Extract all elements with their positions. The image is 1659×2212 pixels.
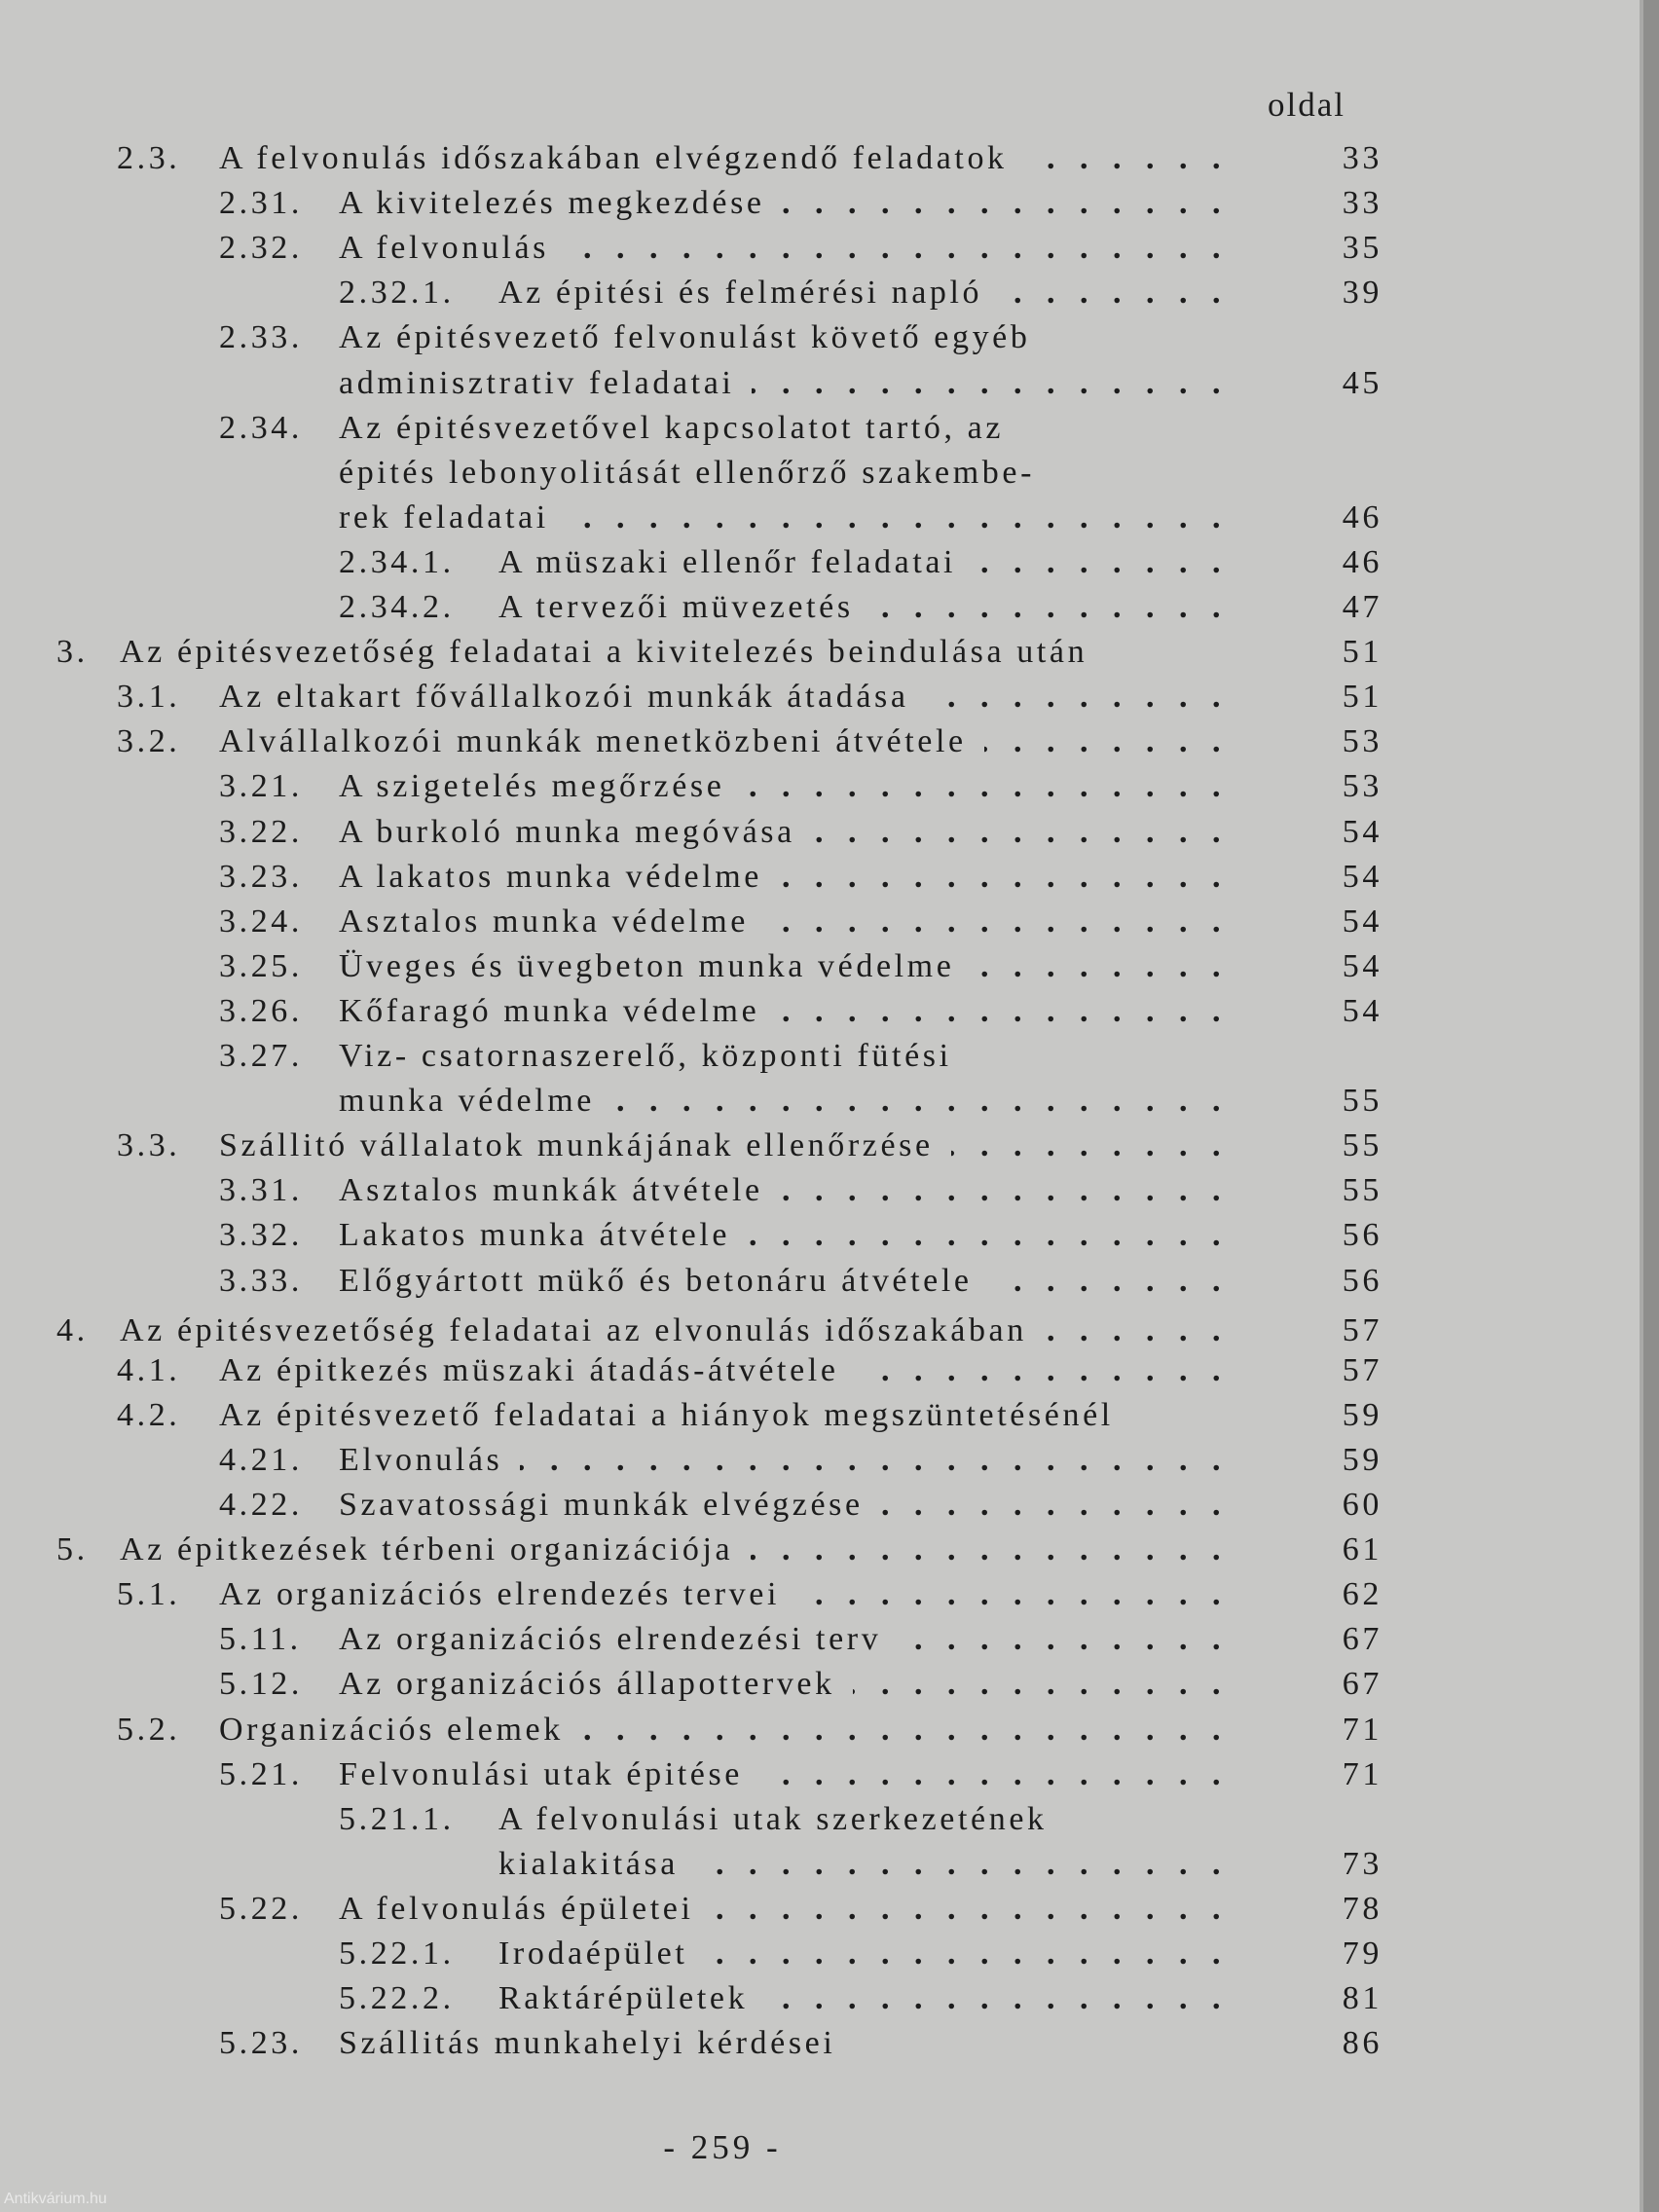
toc-entry-title: A felvonulás bbox=[339, 230, 550, 267]
dot-leader bbox=[705, 1932, 1229, 1976]
toc-entry-number: 5.22.2. bbox=[339, 1980, 455, 2017]
dot-leader bbox=[567, 496, 1229, 540]
dot-leader bbox=[781, 1168, 1229, 1213]
dot-leader bbox=[751, 1528, 1229, 1572]
toc-entry-page: 86 bbox=[1342, 2025, 1382, 2062]
toc-entry-number: 3.2. bbox=[117, 723, 181, 760]
toc-entry-number: 3.27. bbox=[219, 1038, 303, 1074]
toc-entry-title: A felvonulás időszakában elvégzendő feladatok bbox=[219, 140, 1008, 176]
toc-entry-page: 54 bbox=[1342, 813, 1382, 850]
dot-leader bbox=[881, 1483, 1229, 1528]
dot-leader bbox=[765, 1976, 1229, 2021]
toc-entry-title: A müszaki ellenőr feladatai bbox=[498, 543, 957, 580]
toc-entry-page: 33 bbox=[1342, 140, 1382, 176]
toc-entry-title: adminisztrativ feladatai bbox=[339, 364, 735, 401]
toc-entry-page: 57 bbox=[1342, 1311, 1382, 1348]
toc-entry-line bbox=[0, 630, 1382, 675]
toc-entry-title: Előgyártott mükő és betonáru átvétele bbox=[339, 1262, 973, 1299]
toc-entry-number: 3.31. bbox=[219, 1172, 303, 1209]
toc-entry-page: 67 bbox=[1342, 1666, 1382, 1703]
toc-entry-number: 5.23. bbox=[219, 2025, 303, 2062]
watermark: Antikvárium.hu bbox=[4, 2191, 107, 2207]
toc-entry-page: 55 bbox=[1342, 1172, 1382, 1209]
toc-entry-page: 54 bbox=[1342, 903, 1382, 940]
page-number: - 259 - bbox=[663, 2128, 782, 2166]
dot-leader bbox=[927, 675, 1229, 719]
toc-entry-line bbox=[0, 1842, 1382, 1887]
toc-entry-title: Asztalos munkák átvétele bbox=[339, 1172, 763, 1209]
toc-entry-line bbox=[0, 1213, 1382, 1258]
toc-entry-line bbox=[0, 1617, 1382, 1662]
toc-entry-page: 78 bbox=[1342, 1890, 1382, 1927]
toc-entry-page: 46 bbox=[1342, 498, 1382, 535]
toc-entry-number: 2.31. bbox=[219, 185, 303, 222]
toc-entry-line bbox=[0, 944, 1382, 989]
toc-entry-line bbox=[0, 1034, 1382, 1079]
toc-entry-line bbox=[0, 1932, 1382, 1976]
toc-entry-title: Az organizációs elrendezési terv bbox=[339, 1621, 882, 1658]
toc-entry-title: A tervezői müvezetés bbox=[498, 589, 854, 625]
toc-entry-title: Az organizációs elrendezés tervei bbox=[219, 1576, 780, 1613]
toc-entry-page: 62 bbox=[1342, 1576, 1382, 1613]
toc-entry-number: 3.21. bbox=[219, 768, 303, 805]
toc-entry-number: 2.34.2. bbox=[339, 589, 455, 625]
toc-entry-title: A kivitelezés megkezdése bbox=[339, 185, 765, 222]
toc-entry-title: Elvonulás bbox=[339, 1441, 503, 1478]
toc-entry-line bbox=[0, 900, 1382, 944]
toc-entry-page: 67 bbox=[1342, 1621, 1382, 1658]
page-column-label: oldal bbox=[1268, 86, 1346, 124]
toc-entry-title: kialakitása bbox=[498, 1845, 679, 1882]
toc-entry-page: 56 bbox=[1342, 1217, 1382, 1254]
toc-entry-line bbox=[0, 1259, 1382, 1304]
toc-entry-line bbox=[0, 1168, 1382, 1213]
toc-entry-title: Irodaépület bbox=[498, 1936, 688, 1972]
toc-entry-line bbox=[0, 810, 1382, 855]
toc-entry-line bbox=[0, 1483, 1382, 1528]
toc-entry-page: 71 bbox=[1342, 1755, 1382, 1792]
dot-leader bbox=[990, 1259, 1229, 1304]
toc-entry-number: 3.32. bbox=[219, 1217, 303, 1254]
dot-leader bbox=[857, 1348, 1229, 1393]
toc-entry-line bbox=[0, 406, 1382, 451]
toc-entry-page: 53 bbox=[1342, 723, 1382, 760]
toc-entry-line bbox=[0, 585, 1382, 630]
toc-entry-page: 59 bbox=[1342, 1441, 1382, 1478]
toc-entry-title: Az épitésvezetőség feladatai az elvonulás időszakában bbox=[120, 1311, 1027, 1348]
toc-entry-line bbox=[0, 2021, 1382, 2066]
dot-leader bbox=[1045, 1309, 1229, 1353]
toc-entry-line bbox=[0, 1309, 1382, 1353]
toc-entry-number: 5.12. bbox=[219, 1666, 303, 1703]
toc-entry-number: 5. bbox=[56, 1531, 89, 1568]
toc-entry-page: 73 bbox=[1342, 1845, 1382, 1882]
toc-entry-title: Alvállalkozói munkák menetközbeni átvétele bbox=[219, 723, 967, 760]
toc-entry-title: Asztalos munka védelme bbox=[339, 903, 749, 940]
toc-entry-title: Az épitésvezető feladatai a hiányok megszüntetésénél bbox=[219, 1396, 1114, 1433]
dot-leader bbox=[984, 719, 1229, 764]
toc-entry-title: Az épitkezés müszaki átadás-átvétele bbox=[219, 1351, 839, 1388]
toc-entry-title: A felvonulási utak szerkezetének bbox=[498, 1800, 1048, 1837]
dot-leader bbox=[1000, 271, 1229, 315]
toc-entry-number: 5.1. bbox=[117, 1576, 181, 1613]
toc-entry-line bbox=[0, 226, 1382, 271]
dot-leader bbox=[853, 1662, 1229, 1707]
toc-entry-title: A szigetelés megőrzése bbox=[339, 768, 725, 805]
dot-leader bbox=[899, 1617, 1229, 1662]
toc-entry-number: 2.32. bbox=[219, 230, 303, 267]
toc-entry-title: Az eltakart fővállalkozói munkák átadása bbox=[219, 679, 909, 716]
toc-entry-page: 54 bbox=[1342, 992, 1382, 1029]
toc-entry-title: Az épitésvezetőség feladatai a kivitelezés beindulása után bbox=[120, 634, 1088, 671]
toc-entry-line bbox=[0, 1528, 1382, 1572]
toc-entry-line bbox=[0, 1887, 1382, 1932]
toc-entry-number: 4.22. bbox=[219, 1487, 303, 1523]
dot-leader bbox=[612, 1079, 1229, 1124]
toc-entry-number: 3.33. bbox=[219, 1262, 303, 1299]
toc-entry-line bbox=[0, 764, 1382, 809]
toc-entry-line bbox=[0, 989, 1382, 1034]
toc-entry-title: Az épitkezések térbeni organizációja bbox=[120, 1531, 734, 1568]
toc-entry-page: 53 bbox=[1342, 768, 1382, 805]
toc-entry-number: 2.34. bbox=[219, 409, 303, 446]
toc-entry-line bbox=[0, 1572, 1382, 1617]
dot-leader bbox=[752, 361, 1229, 406]
toc-entry-number: 4. bbox=[56, 1311, 89, 1348]
dot-leader bbox=[777, 989, 1229, 1034]
toc-entry-number: 3.3. bbox=[117, 1127, 181, 1164]
dot-leader bbox=[972, 944, 1229, 989]
dot-leader bbox=[797, 1572, 1229, 1617]
dot-leader bbox=[742, 764, 1229, 809]
dot-leader bbox=[520, 1438, 1229, 1483]
toc-entry-title: Szállitás munkahelyi kérdései bbox=[339, 2025, 836, 2062]
toc-entry-number: 3.25. bbox=[219, 947, 303, 984]
toc-entry-title: Viz- csatornaszerelő, központi fütési bbox=[339, 1038, 952, 1074]
toc-entry-number: 2.32.1. bbox=[339, 275, 455, 312]
toc-entry-title: Üveges és üvegbeton munka védelme bbox=[339, 947, 955, 984]
toc-entry-line bbox=[0, 136, 1382, 181]
toc-entry-number: 4.2. bbox=[117, 1396, 181, 1433]
toc-entry-page: 46 bbox=[1342, 543, 1382, 580]
toc-entry-page: 55 bbox=[1342, 1083, 1382, 1120]
toc-entry-line bbox=[0, 540, 1382, 585]
dot-leader bbox=[581, 1708, 1229, 1752]
toc-entry-page: 54 bbox=[1342, 947, 1382, 984]
toc-entry-page: 57 bbox=[1342, 1351, 1382, 1388]
toc-entry-title: A felvonulás épületei bbox=[339, 1890, 694, 1927]
toc-entry-number: 5.2. bbox=[117, 1711, 181, 1748]
toc-entry-title: Az organizációs állapottervek bbox=[339, 1666, 835, 1703]
toc-entry-number: 3. bbox=[56, 634, 89, 671]
page-edge bbox=[1643, 0, 1659, 2212]
toc-entry-number: 5.11. bbox=[219, 1621, 302, 1658]
toc-entry-page: 81 bbox=[1342, 1980, 1382, 2017]
toc-entry-line bbox=[0, 719, 1382, 764]
toc-entry-number: 3.23. bbox=[219, 858, 303, 895]
toc-entry-title: épités lebonyolitását ellenőrző szakembe- bbox=[339, 454, 1035, 491]
toc-entry-title: Szavatossági munkák elvégzése bbox=[339, 1487, 864, 1523]
dot-leader bbox=[748, 1213, 1229, 1258]
toc-entry-number: 5.22.1. bbox=[339, 1936, 455, 1972]
toc-entry-page: 56 bbox=[1342, 1262, 1382, 1299]
toc-entry-line bbox=[0, 1752, 1382, 1797]
toc-entry-number: 5.21.1. bbox=[339, 1800, 455, 1837]
dot-leader bbox=[780, 855, 1229, 900]
toc-entry-page: 47 bbox=[1342, 589, 1382, 625]
toc-entry-number: 2.3. bbox=[117, 140, 181, 176]
toc-entry-line bbox=[0, 1393, 1382, 1438]
dot-leader bbox=[974, 540, 1229, 585]
toc-entry-line bbox=[0, 315, 1382, 360]
toc-entry-number: 5.22. bbox=[219, 1890, 303, 1927]
toc-entry-line bbox=[0, 1079, 1382, 1124]
dot-leader bbox=[567, 226, 1229, 271]
toc-entry-line bbox=[0, 271, 1382, 315]
toc-entry-page: 33 bbox=[1342, 185, 1382, 222]
toc-entry-line bbox=[0, 675, 1382, 719]
dot-leader bbox=[766, 900, 1229, 944]
toc-entry-number: 4.21. bbox=[219, 1441, 303, 1478]
dot-leader bbox=[871, 585, 1229, 630]
dot-leader bbox=[1025, 136, 1229, 181]
toc-entry-number: 2.33. bbox=[219, 319, 303, 356]
toc-entry-number: 3.24. bbox=[219, 903, 303, 940]
toc-entry-line bbox=[0, 361, 1382, 406]
toc-entry-page: 59 bbox=[1342, 1396, 1382, 1433]
toc-entry-line bbox=[0, 1976, 1382, 2021]
toc-entry-page: 54 bbox=[1342, 858, 1382, 895]
toc-entry-title: Raktárépületek bbox=[498, 1980, 749, 2017]
dot-leader bbox=[760, 1752, 1229, 1797]
toc-entry-title: rek feladatai bbox=[339, 498, 549, 535]
toc-entry-number: 5.21. bbox=[219, 1755, 303, 1792]
toc-entry-page: 79 bbox=[1342, 1936, 1382, 1972]
toc-entry-page: 71 bbox=[1342, 1711, 1382, 1748]
toc-entry-title: Lakatos munka átvétele bbox=[339, 1217, 731, 1254]
toc-entry-page: 51 bbox=[1342, 634, 1382, 671]
toc-entry-title: munka védelme bbox=[339, 1083, 596, 1120]
toc-entry-page: 51 bbox=[1342, 679, 1382, 716]
toc-entry-line bbox=[0, 1124, 1382, 1168]
dot-leader bbox=[783, 181, 1229, 226]
toc-entry-title: Organizációs elemek bbox=[219, 1711, 564, 1748]
toc-entry-line bbox=[0, 1708, 1382, 1752]
toc-entry-line bbox=[0, 181, 1382, 226]
toc-entry-page: 35 bbox=[1342, 230, 1382, 267]
toc-entry-line bbox=[0, 1438, 1382, 1483]
toc-entry-page: 55 bbox=[1342, 1127, 1382, 1164]
toc-entry-number: 3.22. bbox=[219, 813, 303, 850]
toc-entry-line bbox=[0, 496, 1382, 540]
toc-entry-number: 2.34.1. bbox=[339, 543, 455, 580]
dot-leader bbox=[813, 810, 1229, 855]
toc-entry-title: Felvonulási utak épitése bbox=[339, 1755, 743, 1792]
toc-entry-line bbox=[0, 1797, 1382, 1842]
toc-entry-title: Az épitésvezetővel kapcsolatot tartó, az bbox=[339, 409, 1005, 446]
toc-entry-title: Kőfaragó munka védelme bbox=[339, 992, 760, 1029]
toc-entry-number: 4.1. bbox=[117, 1351, 181, 1388]
toc-entry-number: 3.26. bbox=[219, 992, 303, 1029]
toc-entry-title: Az épitésvezető felvonulást követő egyéb bbox=[339, 319, 1031, 356]
toc-entry-line bbox=[0, 1348, 1382, 1393]
toc-entry-line bbox=[0, 855, 1382, 900]
toc-entry-page: 60 bbox=[1342, 1487, 1382, 1523]
toc-entry-page: 45 bbox=[1342, 364, 1382, 401]
dot-leader bbox=[951, 1124, 1229, 1168]
toc-entry-number: 3.1. bbox=[117, 679, 181, 716]
dot-leader bbox=[712, 1887, 1229, 1932]
toc-entry-line bbox=[0, 451, 1382, 496]
toc-entry-page: 61 bbox=[1342, 1531, 1382, 1568]
toc-entry-title: A burkoló munka megóvása bbox=[339, 813, 795, 850]
toc-entry-title: Az épitési és felmérési napló bbox=[498, 275, 983, 312]
dot-leader bbox=[696, 1842, 1229, 1887]
toc-entry-page: 39 bbox=[1342, 275, 1382, 312]
toc-entry-title: Szállitó vállalatok munkájának ellenőrzése bbox=[219, 1127, 934, 1164]
toc-entry-line bbox=[0, 1662, 1382, 1707]
toc-entry-title: A lakatos munka védelme bbox=[339, 858, 762, 895]
